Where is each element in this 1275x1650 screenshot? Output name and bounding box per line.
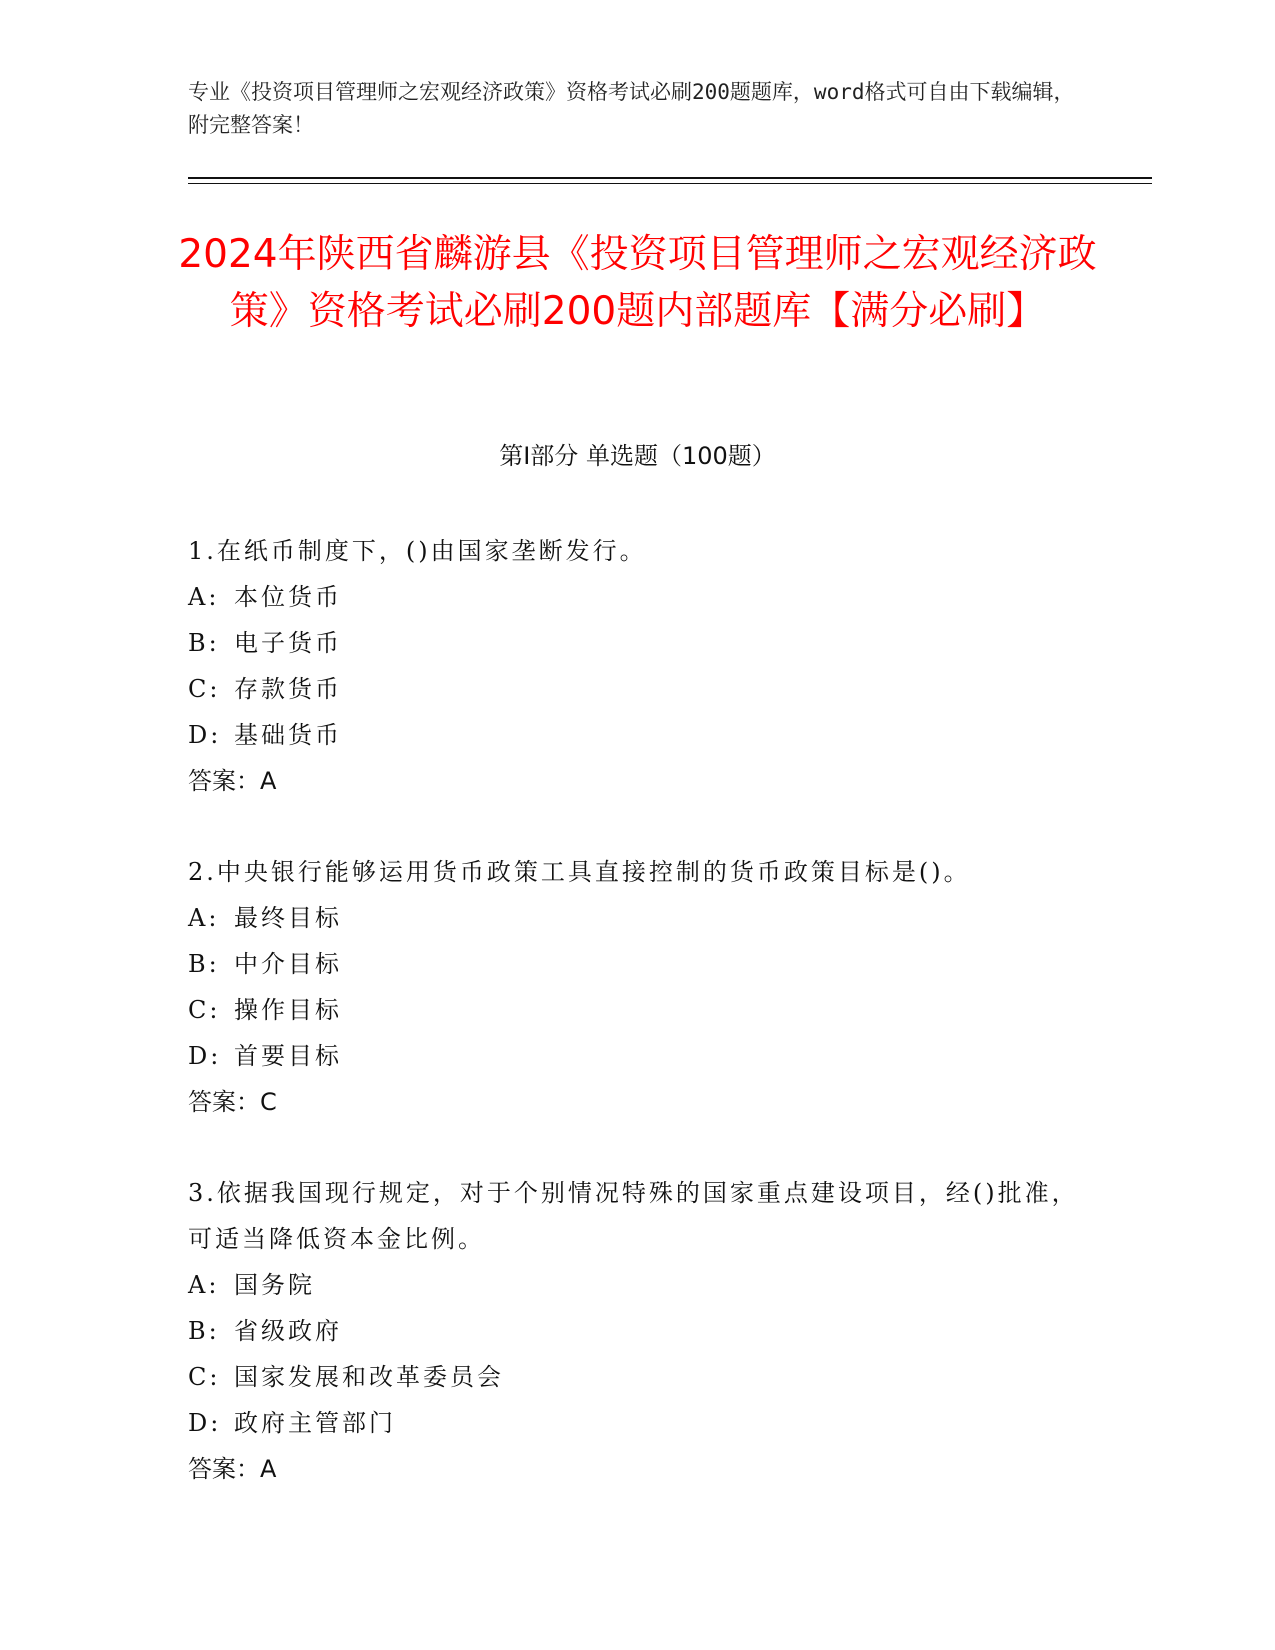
header-rule-thin [188, 183, 1152, 184]
option-letter: B: [188, 950, 220, 978]
option-text: 省级政府 [234, 1317, 342, 1345]
option-letter: B: [188, 1317, 220, 1345]
option-a [188, 574, 1088, 620]
option-c [188, 666, 1088, 712]
option-a [188, 1262, 1088, 1308]
option-text: 中介目标 [234, 950, 342, 978]
document-title: 2024年陕西省麟游县《投资项目管理师之宏观经济政策》资格考试必刷200题内部题库【满分必刷】 [178, 232, 1097, 334]
option-text: 本位货币 [234, 583, 342, 611]
option-text: 国家发展和改革委员会 [234, 1363, 504, 1391]
option-b [188, 620, 1088, 666]
option-letter: D: [188, 1409, 222, 1437]
option-d [188, 1033, 1088, 1079]
option-b [188, 1308, 1088, 1354]
option-c [188, 1354, 1088, 1400]
section-heading: 第I部分 单选题（100题） [499, 442, 776, 470]
option-text: 存款货币 [234, 675, 342, 703]
option-letter: C: [188, 1363, 221, 1391]
option-letter: A: [188, 1271, 220, 1299]
option-text: 基础货币 [234, 721, 342, 749]
option-letter: A: [188, 583, 220, 611]
option-letter: D: [188, 721, 222, 749]
option-text: 最终目标 [234, 904, 342, 932]
option-text: 首要目标 [234, 1042, 342, 1070]
option-letter: C: [188, 675, 221, 703]
question-3 [188, 1170, 1088, 1492]
question-stem: 2.中央银行能够运用货币政策工具直接控制的货币政策目标是()。 [188, 858, 971, 886]
answer-line: 答案：C [188, 1088, 277, 1116]
question-1 [188, 528, 1088, 804]
option-d [188, 1400, 1088, 1446]
answer-line: 答案：A [188, 767, 277, 795]
option-text: 政府主管部门 [234, 1409, 396, 1437]
question-stem: 1.在纸币制度下，()由国家垄断发行。 [188, 537, 647, 565]
answer-line: 答案：A [188, 1455, 277, 1483]
question-stem: 3.依据我国现行规定，对于个别情况特殊的国家重点建设项目，经()批准，可适当降低资本金比例。 [188, 1179, 1079, 1253]
option-c [188, 987, 1088, 1033]
question-2 [188, 849, 1088, 1125]
option-text: 操作目标 [234, 996, 342, 1024]
option-text: 电子货币 [234, 629, 342, 657]
header-note: 专业《投资项目管理师之宏观经济政策》资格考试必刷200题题库，word格式可自由下载编辑，附完整答案！ [188, 80, 1075, 137]
option-letter: A: [188, 904, 220, 932]
option-a [188, 895, 1088, 941]
option-letter: D: [188, 1042, 222, 1070]
header-rule-thick [188, 177, 1152, 179]
option-text: 国务院 [234, 1271, 315, 1299]
question-list [188, 528, 1088, 1537]
option-d [188, 712, 1088, 758]
option-letter: B: [188, 629, 220, 657]
option-b [188, 941, 1088, 987]
option-letter: C: [188, 996, 221, 1024]
